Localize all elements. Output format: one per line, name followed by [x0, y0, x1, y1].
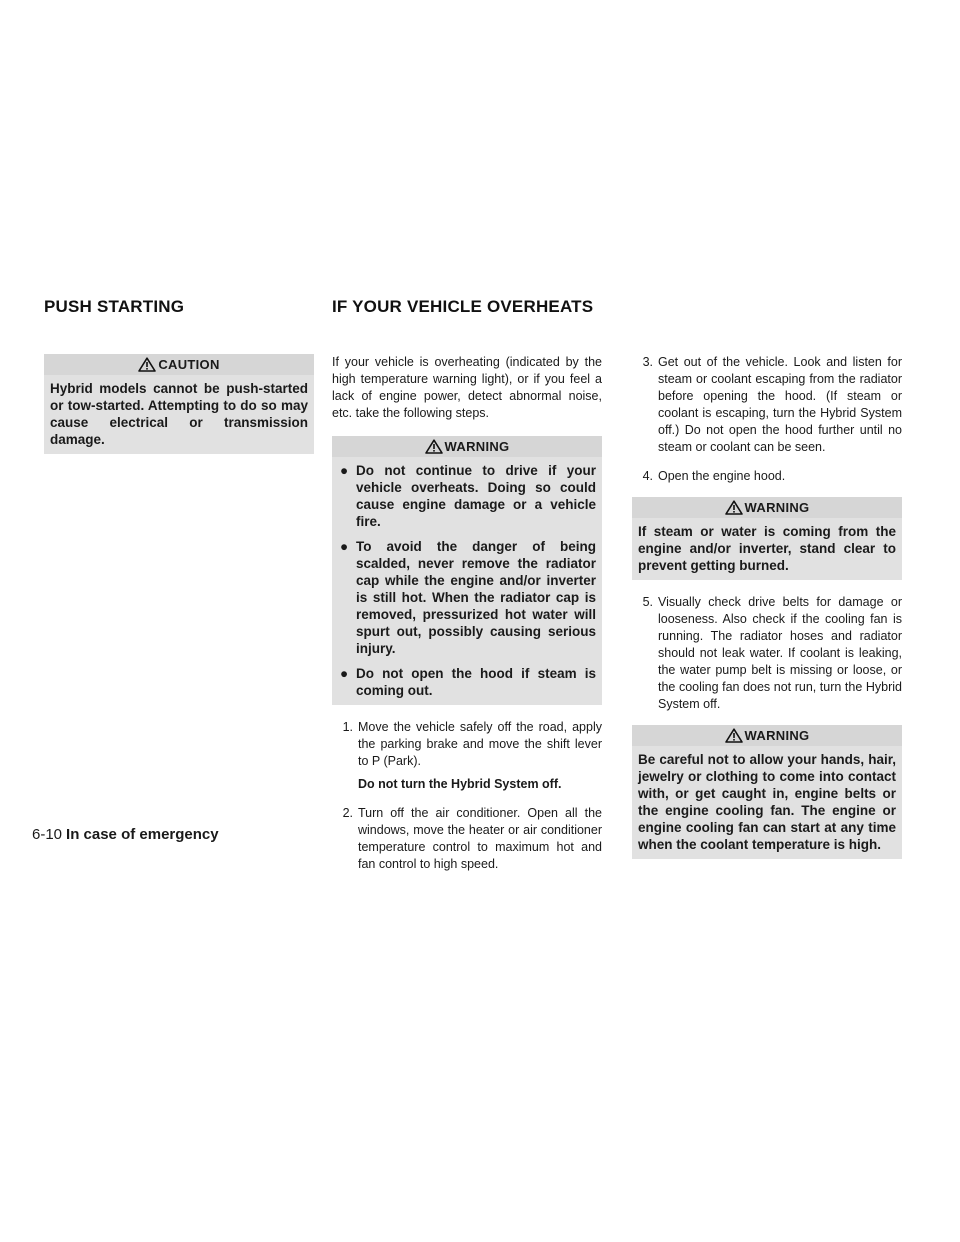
bullet-icon: ●: [340, 666, 349, 681]
page-number: 6-10: [32, 826, 63, 843]
list-item: ● To avoid the danger of being scalded, never remove the radiator cap while the engine and/or inverter is still hot. When the radiator cap is removed, pressurized hot water will spurt out, possibly causing serious injury.: [340, 539, 596, 656]
warning-header: [332, 436, 602, 457]
bullet-icon: ●: [340, 539, 349, 554]
warning-triangle-icon: [138, 357, 156, 372]
heading-overheats: IF YOUR VEHICLE OVERHEATS: [332, 297, 594, 316]
warning-triangle-icon: [425, 439, 443, 454]
step-2: [332, 805, 602, 873]
step-text: Get out of the vehicle. Look and listen for steam or coolant escaping from the radiator before opening the hood. (If steam or coolant is escaping, turn the Hybrid System off.) Do not open the hood further until no steam or coolant can be seen.: [658, 355, 902, 454]
column-right: [632, 354, 902, 873]
warning-triangle-icon: [725, 728, 743, 743]
warning-triangle-icon: [725, 500, 743, 515]
step-note: Do not turn the Hybrid System off.: [358, 777, 562, 791]
page-footer: [32, 826, 219, 843]
step-3: [632, 354, 902, 456]
step-1: [332, 719, 602, 793]
overheat-intro: If your vehicle is overheating (indicated by the high temperature warning light), or if you feel a lack of engine power, detect abnormal noise, etc. take the following steps.: [332, 355, 602, 420]
step-text: Turn off the air conditioner. Open all the windows, move the heater or air conditioner temperature control to maximum hot and fan control to high speed.: [358, 806, 602, 871]
warning-box-1: [332, 436, 602, 705]
warning-header: [632, 725, 902, 746]
column-middle: [332, 354, 602, 885]
step-text: Open the engine hood.: [658, 469, 786, 483]
caution-text: Hybrid models cannot be push-started or tow-started. Attempting to do so may cause electrical or transmission damage.: [50, 381, 308, 447]
warning-box-2: [632, 497, 902, 580]
warning-header: [632, 497, 902, 518]
step-number: 2.: [342, 806, 353, 820]
step-4: [632, 468, 902, 485]
warning-title: WARNING: [744, 728, 810, 743]
warning-bullet-list: [338, 462, 596, 699]
caution-title: CAUTION: [158, 357, 220, 372]
caution-box: [44, 354, 314, 454]
warning-text: Be careful not to allow your hands, hair, jewelry or clothing to come into contact with, or get caught in, engine belts or the engine cooling fan. The engine or engine cooling fan can start at any time when the coolant temperature is high.: [638, 752, 896, 852]
bullet-icon: ●: [340, 463, 349, 478]
caution-header: [44, 354, 314, 375]
warning-title: WARNING: [444, 439, 510, 454]
step-number: 1.: [342, 720, 353, 734]
step-number: 4.: [642, 469, 653, 483]
heading-push-starting: PUSH STARTING: [44, 297, 185, 316]
footer-section-title: In case of emergency: [66, 826, 219, 843]
step-number: 5.: [642, 595, 653, 609]
step-text: Visually check drive belts for damage or looseness. Also check if the cooling fan is running. The radiator hoses and radiator should not leak water. If coolant is leaking, the water pump belt is missing or loose, or the cooling fan does not run, turn the Hybrid System off.: [658, 595, 902, 711]
step-text: Move the vehicle safely off the road, apply the parking brake and move the shift lever to P (Park).: [358, 720, 602, 768]
warning-text: If steam or water is coming from the engine and/or inverter, stand clear to prevent getting burned.: [638, 524, 896, 573]
list-item: ● Do not open the hood if steam is coming out.: [340, 666, 596, 698]
warning-box-3: [632, 725, 902, 859]
column-left: [44, 354, 314, 468]
list-item: ● Do not continue to drive if your vehicle overheats. Doing so could cause engine damage or a vehicle fire.: [340, 463, 596, 529]
step-number: 3.: [642, 355, 653, 369]
step-5: [632, 594, 902, 713]
warning-title: WARNING: [744, 500, 810, 515]
